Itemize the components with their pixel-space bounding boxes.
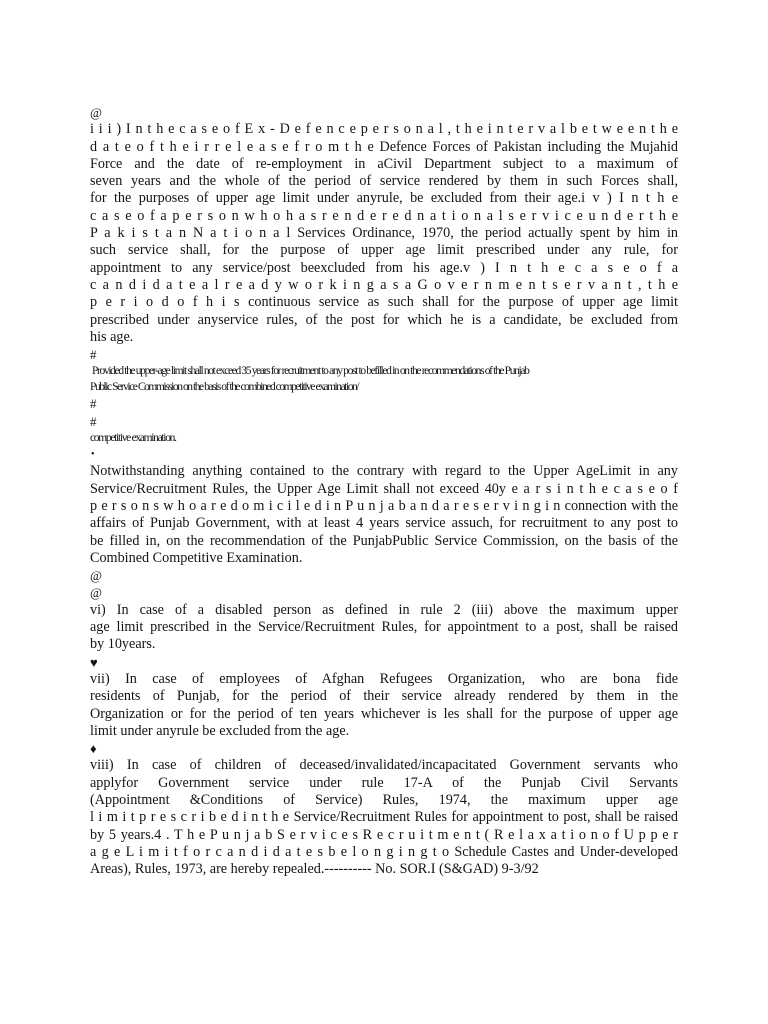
- proviso-line: Public Service Commission on the basis of the combined competitive examination/: [90, 381, 359, 394]
- text-line: Areas), Rules, 1973, are hereby repealed.---------- No. SOR.I (S&GAD) 9-3/92: [90, 861, 539, 878]
- text-line: p e r i o d o f h i s continuous service as such shall for the purpose of upper age limit: [90, 294, 678, 311]
- text-line: by 10years.: [90, 636, 156, 653]
- at-sign-marker: @: [90, 105, 102, 120]
- text-line: (Appointment &Conditions of Service) Rules, 1974, the maximum upper age: [90, 791, 678, 808]
- diamond-marker: ♦: [90, 741, 97, 757]
- text-line: Organization or for the period of ten years whichever is les shall for the purpose of upper age: [90, 705, 678, 722]
- competitive-examination-note: competitive examination.: [90, 432, 176, 445]
- proviso-paragraph: [90, 363, 678, 395]
- text-line: prescribed under anyservice rules, of the post for which he is a candidate, be excluded from: [90, 311, 678, 328]
- section-vii-paragraph: [90, 671, 678, 740]
- at-sign-marker: @: [90, 585, 102, 601]
- text-line: age limit prescribed in the Service/Recruitment Rules, for appointment to a post, shall be raised: [90, 619, 678, 636]
- section-viii-paragraph: [90, 757, 678, 878]
- text-line: viii) In case of children of deceased/invalidated/incapacitated Government servants who: [90, 757, 678, 774]
- at-sign-marker: @: [90, 568, 102, 584]
- text-line: vii) In case of employees of Afghan Refugees Organization, who are bona fide: [90, 670, 678, 687]
- bullet-marker: •: [91, 449, 95, 461]
- hash-marker: #: [90, 396, 97, 412]
- text-line: i i i ) I n t h e c a s e o f E x - D e f e n c e p e r s o n a l , t h e i n t e r v a l b e t w e e n t h e: [90, 121, 678, 138]
- text-line: a g e L i m i t f o r c a n d i d a t e s b e l o n g i n g t o Schedule Castes and Under-developed: [90, 843, 678, 860]
- text-line: residents of Punjab, for the period of their service already rendered by them in the: [90, 688, 678, 705]
- section-vi-paragraph: [90, 602, 678, 654]
- text-line: c a n d i d a t e a l r e a d y w o r k i n g a s a G o v e r n m e n t s e r v a n t , t h e: [90, 276, 678, 293]
- text-line: such service shall, for the purpose of upper age limit prescribed under any rule, for: [90, 242, 678, 259]
- text-line: Force and the date of re-employment in aCivil Department subject to a maximum of: [90, 155, 678, 172]
- text-line: l i m i t p r e s c r i b e d i n t h e Service/Recruitment Rules for appointment to post, shall be raised: [90, 809, 678, 826]
- text-line: be filled in, on the recommendation of the PunjabPublic Service Commission, on the basis of the: [90, 532, 678, 549]
- text-line: by 5 years.4 . T h e P u n j a b S e r v i c e s R e c r u i t m e n t ( R e l a x a t i o n o f U p p e r: [90, 826, 678, 843]
- text-line: d a t e o f t h e i r r e l e a s e f r o m t h e Defence Forces of Pakistan including the Mujahid: [90, 138, 678, 155]
- section-iii-v-paragraph: [90, 121, 678, 346]
- proviso-line: Provided the upper-age limit shall not exceed 35 years for recruitment to any post to befilled in on the recommendations of the Punjab: [92, 365, 529, 378]
- text-line: affairs of Punjab Government, with at least 4 years service assuch, for recruitment to any post to: [90, 515, 678, 532]
- text-line: Combined Competitive Examination.: [90, 549, 303, 566]
- heart-marker: ♥: [90, 654, 98, 670]
- notwithstanding-paragraph: [90, 463, 678, 567]
- text-line: p e r s o n s w h o a r e d o m i c i l e d i n P u n j a b a n d a r e s e r v i n g i n connection with the: [90, 497, 678, 514]
- text-line: limit under anyrule be excluded from the age.: [90, 722, 350, 739]
- document-body: [90, 104, 678, 878]
- text-line: seven years and the whole of the period of service rendered by them in such Forces shall,: [90, 173, 678, 190]
- text-line: appointment to any service/post beexcluded from his age.v ) I n t h e c a s e o f a: [90, 259, 678, 276]
- text-line: for the purposes of upper age limit under anyrule, be excluded from their age.i v ) I n t h e: [90, 190, 678, 207]
- text-line: applyfor Government service under rule 17-A of the Punjab Civil Servants: [90, 774, 678, 791]
- hash-marker: #: [90, 347, 97, 363]
- text-line: Notwithstanding anything contained to the contrary with regard to the Upper AgeLimit in any: [90, 463, 678, 480]
- text-line: Service/Recruitment Rules, the Upper Age Limit shall not exceed 40y e a r s i n t h e c a s e o f: [90, 480, 678, 497]
- text-line: vi) In case of a disabled person as defined in rule 2 (iii) above the maximum upper: [90, 601, 678, 618]
- text-line: his age.: [90, 328, 134, 345]
- hash-marker: #: [90, 413, 97, 429]
- text-line: c a s e o f a p e r s o n w h o h a s r e n d e r e d n a t i o n a l s e r v i c e u n d e r t h e: [90, 207, 678, 224]
- text-line: P a k i s t a n N a t i o n a l Services Ordinance, 1970, the period actually spent by him in: [90, 225, 678, 242]
